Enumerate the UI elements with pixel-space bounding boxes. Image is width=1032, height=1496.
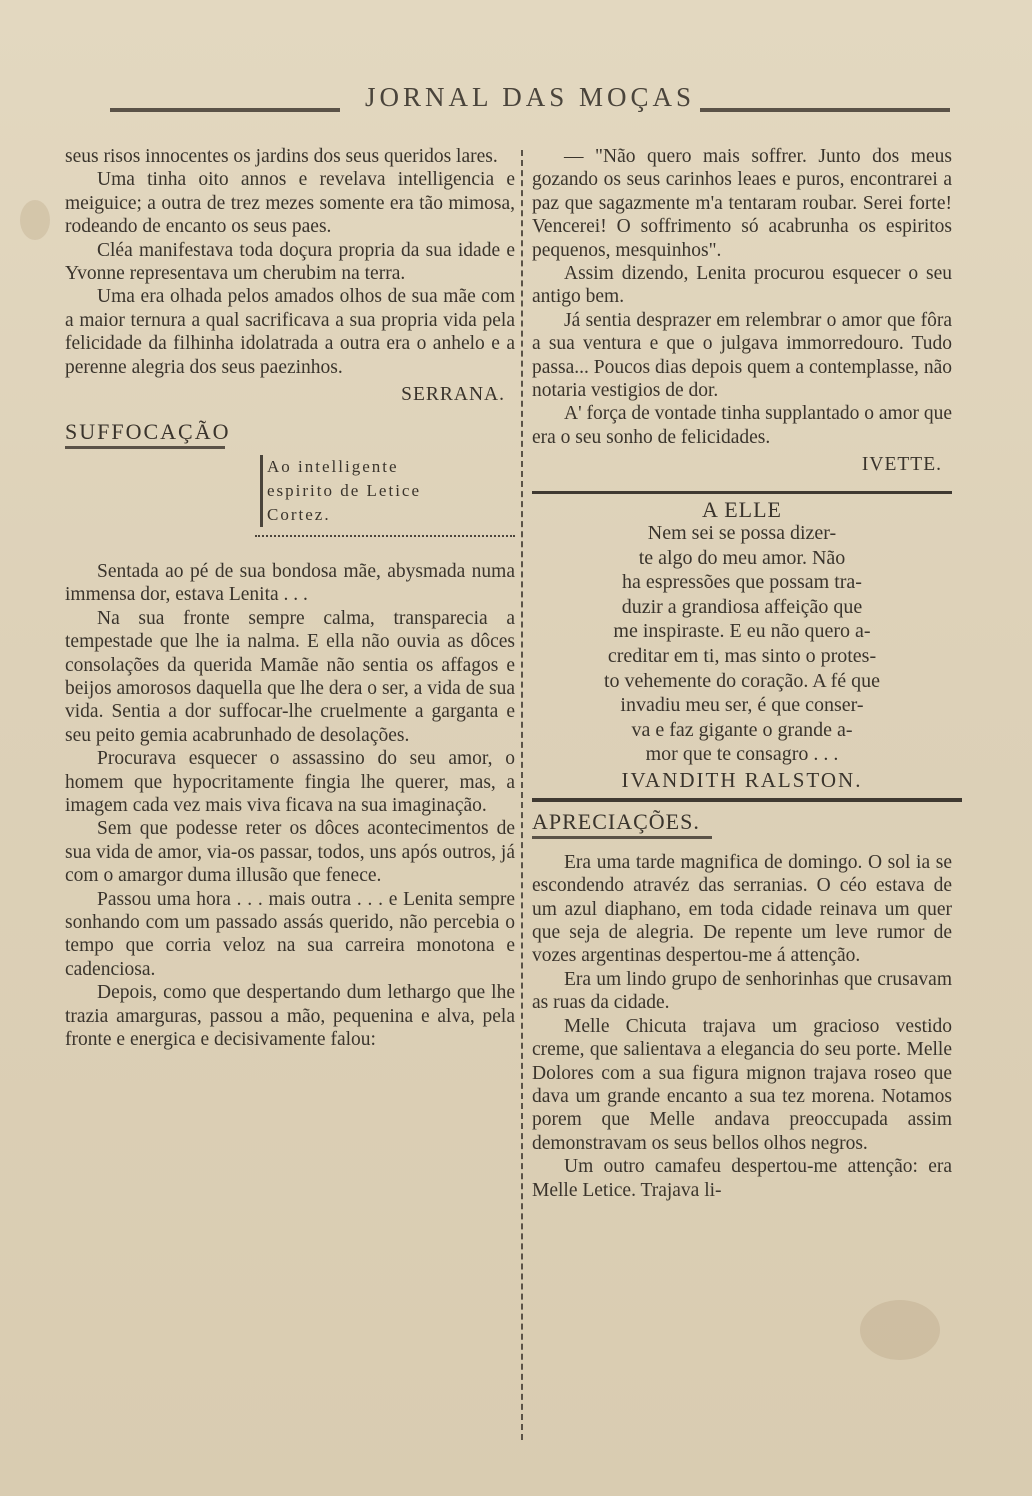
right-column [532, 145, 952, 1202]
paragraph: Assim dizendo, Lenita procurou esquecer o seu antigo bem. [532, 263, 952, 308]
author-signature: SERRANA. [401, 384, 505, 406]
paragraph: Cléa manifestava toda doçura propria da sua idade e Yvonne representava um cherubim na terra. [65, 239, 515, 285]
section-title [532, 810, 952, 838]
section-rule [532, 491, 952, 494]
paragraph: A' força de vontade tinha supplantado o amor que era o seu sonho de felicidades. [532, 403, 952, 448]
poem-line: duzir a grandiosa affeição que [621, 595, 863, 618]
paragraph: — "Não quero mais soffrer. Junto dos meus gozando os seus carinhos leaes e puros, encontrarei a paz que sagazmente m'a tentaram roubar. Serei forte! Vencerei! O soffrimento só acabrunha os espiritos pequenos, mesquinhos". [532, 146, 952, 261]
poem-line: me inspiraste. E eu não quero a- [613, 620, 871, 643]
poem-line: to vehemente do coração. A fé que [604, 669, 880, 692]
poem-line: ha espressões que possam tra- [622, 571, 862, 594]
poem-line: mor que te consagro . . . [645, 743, 839, 766]
ornament-divider [255, 535, 515, 540]
dedication-line: espirito de Letice [267, 480, 422, 500]
paper-stain [20, 200, 50, 240]
paragraph: Melle Chicuta trajava um gracioso vestido creme, que salientava a elegancia do seu porte. Melle Dolores com a sua figura mignon trajava roseo que dava um grande encanto a sua tez morena. Notamos porem que Melle andava preoccupada assim demonstravam os seus bellos olhos negros. [532, 1015, 952, 1154]
paragraph: Já sentia desprazer em relembrar o amor que fôra a sua ventura e que o julgava immorredouro. Tudo passa... Poucos dias depois quem a contemplasse, não notaria vestigios de dor. [532, 309, 952, 402]
paragraph: Sem que podesse reter os dôces acontecimentos de sua vida de amor, via-os passar, todos, uns após outros, já com o amargor duma illusão que fenece. [65, 818, 515, 887]
author-signature: IVETTE. [861, 454, 942, 476]
paragraph: Era um lindo grupo de senhorinhas que crusavam as ruas da cidade. [532, 968, 952, 1014]
poem-line: Nem sei se possa dizer- [647, 522, 837, 545]
paragraph: Depois, como que despertando dum lethargo que lhe trazia amarguras, passou a mão, pequenina e alva, pela fronte e energica e decisivamente falou: [65, 982, 515, 1050]
paragraph: Era uma tarde magnifica de domingo. O sol ia se escondendo atravéz das serranias. O céo estava de um azul diaphano, em toda cidade reinava um quer que seja de alegria. De repente um leve rumor de vozes argentinas despertou-me á attenção. [532, 851, 952, 967]
dedication-line: Ao intelligente [267, 456, 399, 476]
paragraph: seus risos innocentes os jardins dos seus queridos lares. [65, 146, 498, 167]
left-column [65, 145, 515, 1051]
title-underline [532, 836, 712, 839]
paragraph: Uma tinha oito annos e revelava intelligencia e meiguice; a outra de trez mezes somente era tão mimosa, rodeando de encanto os seus paes. [65, 169, 515, 238]
poem-title: A ELLE [702, 496, 782, 522]
section-rule [532, 798, 962, 802]
title-underline [65, 446, 225, 449]
section-title [65, 420, 515, 448]
paragraph: Sentada ao pé de sua bondosa mãe, abysmada numa immensa dor, estava Lenita . . . [65, 560, 515, 606]
poem-line: va e faz gigante o grande a- [631, 718, 853, 741]
paper-stain [860, 1300, 940, 1360]
poem-line: creditar em ti, mas sinto o protes- [607, 645, 877, 668]
poem-line: invadiu meu ser, é que conser- [620, 694, 864, 717]
paragraph: Uma era olhada pelos amados olhos de sua mãe com a maior ternura a qual sacrificava a sua propria vida pela felicidade da filhinha idolatrada a outra era o anhelo e a perenne alegria dos seus paezinhos. [65, 286, 515, 378]
poem-line: te algo do meu amor. Não [638, 546, 846, 569]
dedication [260, 455, 515, 527]
poem [532, 521, 952, 767]
paragraph: Um outro camafeu despertou-me attenção: era Melle Letice. Trajava li- [532, 1156, 952, 1201]
column-divider [521, 150, 523, 1440]
paragraph: Na sua fronte sempre calma, transparecia a tempestade que lhe ia nalma. E ella não ouvia as dôces consolações da querida Mamãe não sentia os affagos e beijos amorosos daquella que lhe dera o ser, a vida de sua vida. Sentia a dor suffocar-lhe cruelmente a garganta e seu peito gemia acabrunhado de desolações. [65, 607, 515, 746]
paragraph: Procurava esquecer o assassino do seu amor, o homem que hypocritamente fingia lhe querer, mas, a imagem cada vez mais viva ficava na sua imaginação. [65, 748, 515, 816]
paragraph: Passou uma hora . . . mais outra . . . e Lenita sempre sonhando com um passado assás querido, não percebia o tempo que corria veloz na sua carreira monotona e cadenciosa. [65, 888, 515, 980]
masthead-title: JORNAL DAS MOÇAS [364, 82, 696, 112]
section-title-text: APRECIAÇÕES. [532, 809, 700, 835]
dedication-line: Cortez. [267, 504, 331, 524]
masthead [110, 82, 950, 122]
section-title-text: SUFFOCAÇÃO [65, 419, 231, 445]
poem-signature: IVANDITH RALSTON. [621, 768, 863, 793]
